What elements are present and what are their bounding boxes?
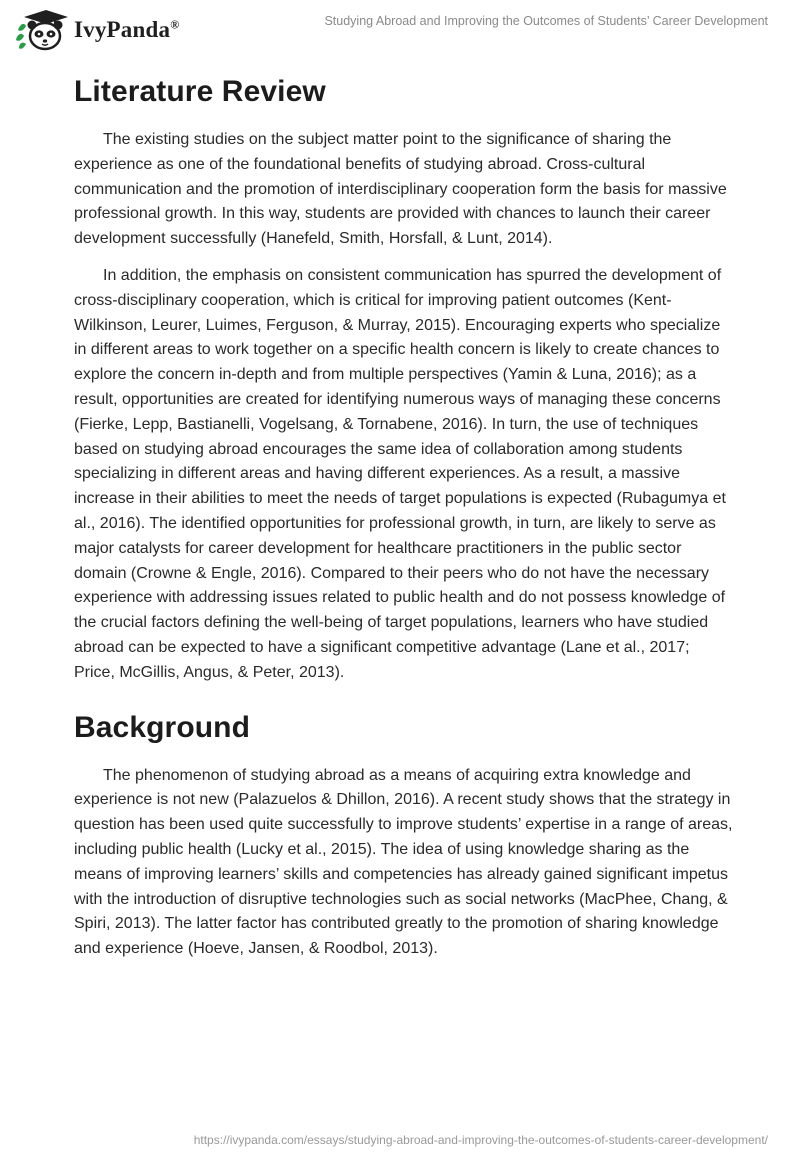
running-title: Studying Abroad and Improving the Outcomes of Students’ Career Development (324, 14, 768, 28)
essay-body (74, 70, 734, 974)
brand-name: IvyPanda® (74, 17, 180, 42)
paragraph: In addition, the emphasis on consistent communication has spurred the development of cross-disciplinary cooperation, which is critical for improving patient outcomes (Kent-Wilkinson, Leurer, Luimes, Ferguson, & Murray, 2015). Encouraging experts who specialize in different areas to work together on a specific health concern is likely to create chances to explore the concern in-depth and from multiple perspectives (Yamin & Luna, 2016); as a result, opportunities are created for identifying numerous ways of managing these concerns (Fierke, Lepp, Bastianelli, Vogelsang, & Tornabene, 2016). In turn, the use of techniques based on studying abroad encourages the same idea of collaboration among students specializing in different areas and having different experiences. As a result, a massive increase in their abilities to meet the needs of target populations is expected (Rubagumya et al., 2016). The identified opportunities for professional growth, in turn, are likely to serve as major catalysts for career development for healthcare practitioners in the public sector domain (Crowne & Engle, 2016). Compared to their peers who do not have the necessary experience with addressing issues related to public health and do not possess knowledge of the crucial factors defining the well-being of target populations, learners who have studied abroad can be expected to have a significant competitive advantage (Lane et al., 2017; Price, McGillis, Angus, & Peter, 2013). (74, 266, 726, 681)
paragraph: The phenomenon of studying abroad as a means of acquiring extra knowledge and experience is not new (Palazuelos & Dhillon, 2016). A recent study shows that the strategy in question has been used quite successfully to improve students’ expertise in a range of areas, including public health (Lucky et al., 2015). The idea of using knowledge sharing as the means of improving learners’ skills and competencies has already gained significant impetus with the introduction of disruptive technologies such as social networks (MacPhee, Chang, & Spiri, 2013). The latter factor has contributed greatly to the promotion of sharing knowledge and experience (Hoeve, Jansen, & Roodbol, 2013). (74, 766, 733, 958)
paragraph: The existing studies on the subject matter point to the significance of sharing the experience as one of the foundational benefits of studying abroad. Cross-cultural communication and the promotion of interdisciplinary cooperation form the basis for massive professional growth. In this way, students are provided with chances to launch their career development successfully (Hanefeld, Smith, Horsfall, & Lunt, 2014). (74, 131, 727, 248)
section-heading-literature-review: Literature Review (74, 75, 326, 108)
page-header (0, 0, 800, 56)
panda-graduate-icon (14, 8, 68, 52)
brand-logo[interactable] (14, 8, 179, 52)
registered-mark: ® (170, 17, 180, 32)
source-url-link[interactable]: https://ivypanda.com/essays/studying-abroad-and-improving-the-outcomes-of-students-career-development/ (193, 1133, 768, 1147)
section-heading-background: Background (74, 710, 251, 744)
